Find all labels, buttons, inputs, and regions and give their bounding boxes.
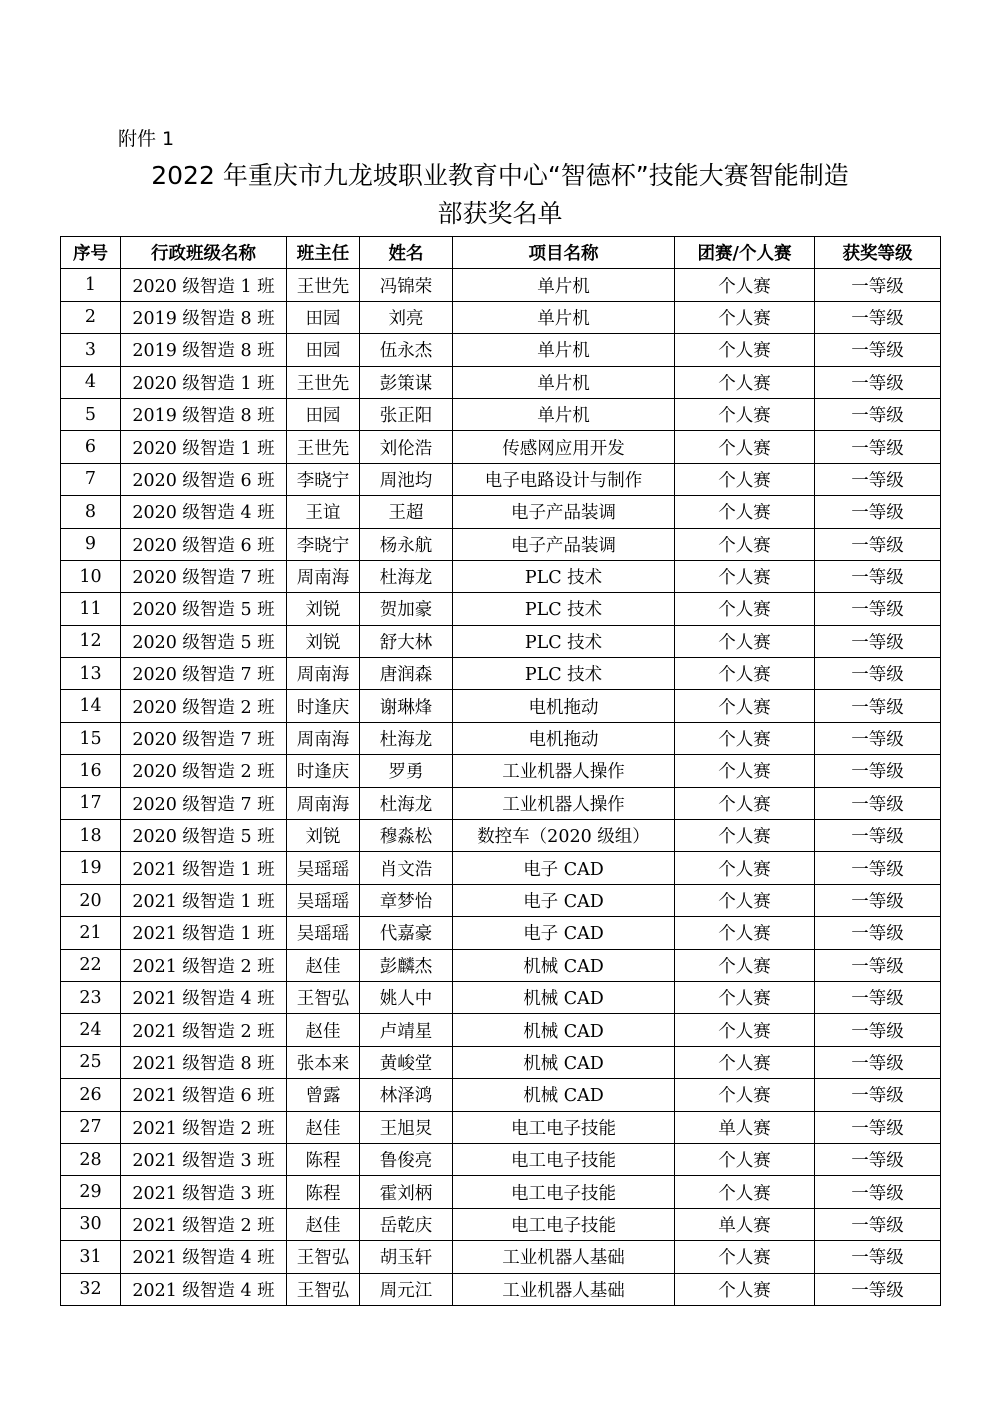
event-cell: 工业机器人基础 [453, 1273, 675, 1305]
serial-cell: 29 [61, 1176, 121, 1208]
table-row [61, 1208, 941, 1240]
event-cell: 机械 CAD [453, 981, 675, 1013]
student-name-cell: 贺加豪 [360, 593, 453, 625]
award-level-cell: 一等级 [815, 593, 941, 625]
class-cell: 2021 级智造 1 班 [121, 884, 287, 916]
table-row [61, 949, 941, 981]
event-cell: 机械 CAD [453, 949, 675, 981]
competition-type-cell: 个人赛 [675, 398, 815, 430]
student-name-cell: 肖文浩 [360, 852, 453, 884]
student-name-cell: 彭麟杰 [360, 949, 453, 981]
serial-cell: 25 [61, 1046, 121, 1078]
teacher-cell: 时逢庆 [287, 690, 360, 722]
document-title-line-2: 部获奖名单 [437, 199, 563, 228]
class-cell: 2019 级智造 8 班 [121, 301, 287, 333]
table-body [61, 269, 941, 1306]
table-row [61, 496, 941, 528]
event-cell: 电子产品装调 [453, 496, 675, 528]
class-cell: 2021 级智造 6 班 [121, 1079, 287, 1111]
competition-type-cell: 个人赛 [675, 625, 815, 657]
event-cell: 单片机 [453, 269, 675, 301]
header-cell: 团赛/个人赛 [675, 237, 815, 269]
table-row [61, 1176, 941, 1208]
table-row [61, 1143, 941, 1175]
award-level-cell: 一等级 [815, 1046, 941, 1078]
class-cell: 2020 级智造 5 班 [121, 625, 287, 657]
class-cell: 2020 级智造 2 班 [121, 690, 287, 722]
student-name-cell: 王超 [360, 496, 453, 528]
teacher-cell: 吴瑶瑶 [287, 884, 360, 916]
table-row [61, 1014, 941, 1046]
serial-cell: 16 [61, 755, 121, 787]
class-cell: 2020 级智造 6 班 [121, 528, 287, 560]
serial-cell: 19 [61, 852, 121, 884]
serial-cell: 12 [61, 625, 121, 657]
competition-type-cell: 个人赛 [675, 1079, 815, 1111]
serial-cell: 6 [61, 431, 121, 463]
class-cell: 2020 级智造 1 班 [121, 431, 287, 463]
competition-type-cell: 个人赛 [675, 755, 815, 787]
document-title-line-1: 2022 年重庆市九龙坡职业教育中心“智德杯”技能大赛智能制造 [151, 161, 849, 190]
class-cell: 2020 级智造 1 班 [121, 366, 287, 398]
table-row [61, 852, 941, 884]
teacher-cell: 王智弘 [287, 1273, 360, 1305]
serial-cell: 1 [61, 269, 121, 301]
teacher-cell: 陈程 [287, 1176, 360, 1208]
class-cell: 2021 级智造 8 班 [121, 1046, 287, 1078]
teacher-cell: 曾露 [287, 1079, 360, 1111]
student-name-cell: 黄峻堂 [360, 1046, 453, 1078]
award-level-cell: 一等级 [815, 431, 941, 463]
teacher-cell: 王智弘 [287, 1241, 360, 1273]
event-cell: 机械 CAD [453, 1046, 675, 1078]
event-cell: 机械 CAD [453, 1014, 675, 1046]
serial-cell: 15 [61, 722, 121, 754]
class-cell: 2021 级智造 1 班 [121, 917, 287, 949]
table-row [61, 787, 941, 819]
award-level-cell: 一等级 [815, 1208, 941, 1240]
teacher-cell: 田园 [287, 301, 360, 333]
event-cell: PLC 技术 [453, 658, 675, 690]
event-cell: 工业机器人操作 [453, 755, 675, 787]
student-name-cell: 章梦怡 [360, 884, 453, 916]
serial-cell: 9 [61, 528, 121, 560]
award-level-cell: 一等级 [815, 1176, 941, 1208]
competition-type-cell: 个人赛 [675, 463, 815, 495]
teacher-cell: 赵佳 [287, 1014, 360, 1046]
award-level-cell: 一等级 [815, 398, 941, 430]
table-row [61, 431, 941, 463]
class-cell: 2020 级智造 5 班 [121, 820, 287, 852]
event-cell: 电工电子技能 [453, 1111, 675, 1143]
teacher-cell: 赵佳 [287, 1208, 360, 1240]
teacher-cell: 吴瑶瑶 [287, 852, 360, 884]
table-row [61, 593, 941, 625]
event-cell: 单片机 [453, 366, 675, 398]
competition-type-cell: 个人赛 [675, 431, 815, 463]
event-cell: 机械 CAD [453, 1079, 675, 1111]
attachment-label: 附件 1 [118, 128, 175, 150]
event-cell: PLC 技术 [453, 625, 675, 657]
serial-cell: 20 [61, 884, 121, 916]
serial-cell: 10 [61, 560, 121, 592]
teacher-cell: 吴瑶瑶 [287, 917, 360, 949]
class-cell: 2021 级智造 2 班 [121, 1014, 287, 1046]
table-row [61, 1111, 941, 1143]
teacher-cell: 田园 [287, 334, 360, 366]
table-row [61, 625, 941, 657]
serial-cell: 24 [61, 1014, 121, 1046]
serial-cell: 5 [61, 398, 121, 430]
competition-type-cell: 单人赛 [675, 1111, 815, 1143]
serial-cell: 11 [61, 593, 121, 625]
serial-cell: 3 [61, 334, 121, 366]
award-level-cell: 一等级 [815, 690, 941, 722]
award-level-cell: 一等级 [815, 496, 941, 528]
competition-type-cell: 个人赛 [675, 593, 815, 625]
table-row [61, 301, 941, 333]
serial-cell: 28 [61, 1143, 121, 1175]
class-cell: 2021 级智造 2 班 [121, 1208, 287, 1240]
event-cell: 电工电子技能 [453, 1208, 675, 1240]
award-level-cell: 一等级 [815, 981, 941, 1013]
award-level-cell: 一等级 [815, 884, 941, 916]
student-name-cell: 周池均 [360, 463, 453, 495]
header-cell: 班主任 [287, 237, 360, 269]
student-name-cell: 胡玉轩 [360, 1241, 453, 1273]
competition-type-cell: 个人赛 [675, 690, 815, 722]
event-cell: 电子 CAD [453, 917, 675, 949]
student-name-cell: 张正阳 [360, 398, 453, 430]
award-level-cell: 一等级 [815, 755, 941, 787]
table-row [61, 334, 941, 366]
table-row [61, 981, 941, 1013]
table-row [61, 463, 941, 495]
class-cell: 2020 级智造 6 班 [121, 463, 287, 495]
event-cell: 数控车（2020 级组） [453, 820, 675, 852]
competition-type-cell: 个人赛 [675, 787, 815, 819]
class-cell: 2021 级智造 1 班 [121, 852, 287, 884]
event-cell: 工业机器人操作 [453, 787, 675, 819]
class-cell: 2019 级智造 8 班 [121, 334, 287, 366]
student-name-cell: 卢靖星 [360, 1014, 453, 1046]
table-row [61, 1079, 941, 1111]
table-row [61, 884, 941, 916]
event-cell: 电工电子技能 [453, 1143, 675, 1175]
header-cell: 行政班级名称 [121, 237, 287, 269]
student-name-cell: 杜海龙 [360, 560, 453, 592]
student-name-cell: 谢琳烽 [360, 690, 453, 722]
teacher-cell: 李晓宁 [287, 463, 360, 495]
competition-type-cell: 个人赛 [675, 884, 815, 916]
table-row [61, 269, 941, 301]
table-row [61, 1241, 941, 1273]
competition-type-cell: 个人赛 [675, 560, 815, 592]
serial-cell: 17 [61, 787, 121, 819]
teacher-cell: 王智弘 [287, 981, 360, 1013]
serial-cell: 8 [61, 496, 121, 528]
class-cell: 2020 级智造 4 班 [121, 496, 287, 528]
competition-type-cell: 个人赛 [675, 1273, 815, 1305]
student-name-cell: 姚人中 [360, 981, 453, 1013]
table-row [61, 398, 941, 430]
class-cell: 2021 级智造 4 班 [121, 1241, 287, 1273]
competition-type-cell: 个人赛 [675, 269, 815, 301]
event-cell: 电子 CAD [453, 884, 675, 916]
serial-cell: 30 [61, 1208, 121, 1240]
teacher-cell: 王世先 [287, 366, 360, 398]
event-cell: 电子产品装调 [453, 528, 675, 560]
serial-cell: 13 [61, 658, 121, 690]
class-cell: 2021 级智造 2 班 [121, 949, 287, 981]
teacher-cell: 赵佳 [287, 1111, 360, 1143]
competition-type-cell: 个人赛 [675, 528, 815, 560]
serial-cell: 2 [61, 301, 121, 333]
award-level-cell: 一等级 [815, 852, 941, 884]
competition-type-cell: 个人赛 [675, 820, 815, 852]
class-cell: 2020 级智造 7 班 [121, 787, 287, 819]
serial-cell: 22 [61, 949, 121, 981]
table-row [61, 917, 941, 949]
class-cell: 2020 级智造 7 班 [121, 560, 287, 592]
award-level-cell: 一等级 [815, 949, 941, 981]
award-level-cell: 一等级 [815, 1014, 941, 1046]
event-cell: 电子 CAD [453, 852, 675, 884]
student-name-cell: 周元江 [360, 1273, 453, 1305]
class-cell: 2019 级智造 8 班 [121, 398, 287, 430]
award-level-cell: 一等级 [815, 658, 941, 690]
table-row [61, 755, 941, 787]
serial-cell: 27 [61, 1111, 121, 1143]
competition-type-cell: 个人赛 [675, 301, 815, 333]
serial-cell: 26 [61, 1079, 121, 1111]
class-cell: 2021 级智造 4 班 [121, 981, 287, 1013]
table-row [61, 1046, 941, 1078]
header-cell: 获奖等级 [815, 237, 941, 269]
student-name-cell: 岳乾庆 [360, 1208, 453, 1240]
teacher-cell: 赵佳 [287, 949, 360, 981]
class-cell: 2020 级智造 7 班 [121, 658, 287, 690]
competition-type-cell: 个人赛 [675, 1046, 815, 1078]
teacher-cell: 周南海 [287, 722, 360, 754]
serial-cell: 14 [61, 690, 121, 722]
award-level-cell: 一等级 [815, 560, 941, 592]
award-level-cell: 一等级 [815, 1273, 941, 1305]
table-row [61, 560, 941, 592]
event-cell: 工业机器人基础 [453, 1241, 675, 1273]
competition-type-cell: 个人赛 [675, 1143, 815, 1175]
serial-cell: 32 [61, 1273, 121, 1305]
table-row [61, 820, 941, 852]
competition-type-cell: 个人赛 [675, 722, 815, 754]
award-level-cell: 一等级 [815, 1079, 941, 1111]
header-cell: 序号 [61, 237, 121, 269]
event-cell: 电机拖动 [453, 690, 675, 722]
event-cell: 电工电子技能 [453, 1176, 675, 1208]
award-level-cell: 一等级 [815, 625, 941, 657]
teacher-cell: 时逢庆 [287, 755, 360, 787]
event-cell: 单片机 [453, 334, 675, 366]
teacher-cell: 王谊 [287, 496, 360, 528]
award-level-cell: 一等级 [815, 1143, 941, 1175]
teacher-cell: 王世先 [287, 431, 360, 463]
competition-type-cell: 个人赛 [675, 366, 815, 398]
award-level-cell: 一等级 [815, 820, 941, 852]
student-name-cell: 杜海龙 [360, 722, 453, 754]
table-row [61, 1273, 941, 1305]
award-level-cell: 一等级 [815, 1241, 941, 1273]
award-level-cell: 一等级 [815, 301, 941, 333]
class-cell: 2021 级智造 3 班 [121, 1176, 287, 1208]
student-name-cell: 伍永杰 [360, 334, 453, 366]
header-cell: 姓名 [360, 237, 453, 269]
award-level-cell: 一等级 [815, 787, 941, 819]
competition-type-cell: 个人赛 [675, 1241, 815, 1273]
serial-cell: 21 [61, 917, 121, 949]
class-cell: 2021 级智造 2 班 [121, 1111, 287, 1143]
competition-type-cell: 个人赛 [675, 1176, 815, 1208]
teacher-cell: 田园 [287, 398, 360, 430]
teacher-cell: 刘锐 [287, 625, 360, 657]
student-name-cell: 林泽鸿 [360, 1079, 453, 1111]
teacher-cell: 周南海 [287, 787, 360, 819]
teacher-cell: 周南海 [287, 560, 360, 592]
serial-cell: 7 [61, 463, 121, 495]
competition-type-cell: 个人赛 [675, 496, 815, 528]
serial-cell: 18 [61, 820, 121, 852]
class-cell: 2021 级智造 3 班 [121, 1143, 287, 1175]
event-cell: 单片机 [453, 398, 675, 430]
student-name-cell: 鲁俊亮 [360, 1143, 453, 1175]
competition-type-cell: 个人赛 [675, 334, 815, 366]
class-cell: 2020 级智造 7 班 [121, 722, 287, 754]
teacher-cell: 刘锐 [287, 820, 360, 852]
table-row [61, 366, 941, 398]
event-cell: 单片机 [453, 301, 675, 333]
header-cell: 项目名称 [453, 237, 675, 269]
competition-type-cell: 个人赛 [675, 981, 815, 1013]
student-name-cell: 霍刘柄 [360, 1176, 453, 1208]
teacher-cell: 王世先 [287, 269, 360, 301]
event-cell: PLC 技术 [453, 560, 675, 592]
competition-type-cell: 个人赛 [675, 917, 815, 949]
award-level-cell: 一等级 [815, 1111, 941, 1143]
class-cell: 2020 级智造 5 班 [121, 593, 287, 625]
competition-type-cell: 单人赛 [675, 1208, 815, 1240]
teacher-cell: 陈程 [287, 1143, 360, 1175]
event-cell: 传感网应用开发 [453, 431, 675, 463]
teacher-cell: 周南海 [287, 658, 360, 690]
competition-type-cell: 个人赛 [675, 949, 815, 981]
competition-type-cell: 个人赛 [675, 658, 815, 690]
student-name-cell: 王旭炅 [360, 1111, 453, 1143]
competition-type-cell: 个人赛 [675, 852, 815, 884]
award-level-cell: 一等级 [815, 528, 941, 560]
teacher-cell: 李晓宁 [287, 528, 360, 560]
student-name-cell: 唐润森 [360, 658, 453, 690]
table-row [61, 658, 941, 690]
class-cell: 2020 级智造 2 班 [121, 755, 287, 787]
table-row [61, 528, 941, 560]
serial-cell: 23 [61, 981, 121, 1013]
serial-cell: 4 [61, 366, 121, 398]
class-cell: 2020 级智造 1 班 [121, 269, 287, 301]
student-name-cell: 杨永航 [360, 528, 453, 560]
award-level-cell: 一等级 [815, 722, 941, 754]
event-cell: PLC 技术 [453, 593, 675, 625]
student-name-cell: 刘伦浩 [360, 431, 453, 463]
student-name-cell: 舒大林 [360, 625, 453, 657]
teacher-cell: 刘锐 [287, 593, 360, 625]
class-cell: 2021 级智造 4 班 [121, 1273, 287, 1305]
serial-cell: 31 [61, 1241, 121, 1273]
table-row [61, 722, 941, 754]
competition-type-cell: 个人赛 [675, 1014, 815, 1046]
awards-table [60, 236, 941, 1306]
student-name-cell: 代嘉豪 [360, 917, 453, 949]
student-name-cell: 穆淼松 [360, 820, 453, 852]
student-name-cell: 刘亮 [360, 301, 453, 333]
student-name-cell: 彭策谋 [360, 366, 453, 398]
teacher-cell: 张本来 [287, 1046, 360, 1078]
student-name-cell: 杜海龙 [360, 787, 453, 819]
event-cell: 电子电路设计与制作 [453, 463, 675, 495]
award-level-cell: 一等级 [815, 334, 941, 366]
award-level-cell: 一等级 [815, 269, 941, 301]
award-level-cell: 一等级 [815, 917, 941, 949]
event-cell: 电机拖动 [453, 722, 675, 754]
award-level-cell: 一等级 [815, 366, 941, 398]
student-name-cell: 罗勇 [360, 755, 453, 787]
table-header-row [61, 237, 941, 269]
student-name-cell: 冯锦荣 [360, 269, 453, 301]
table-row [61, 690, 941, 722]
award-level-cell: 一等级 [815, 463, 941, 495]
